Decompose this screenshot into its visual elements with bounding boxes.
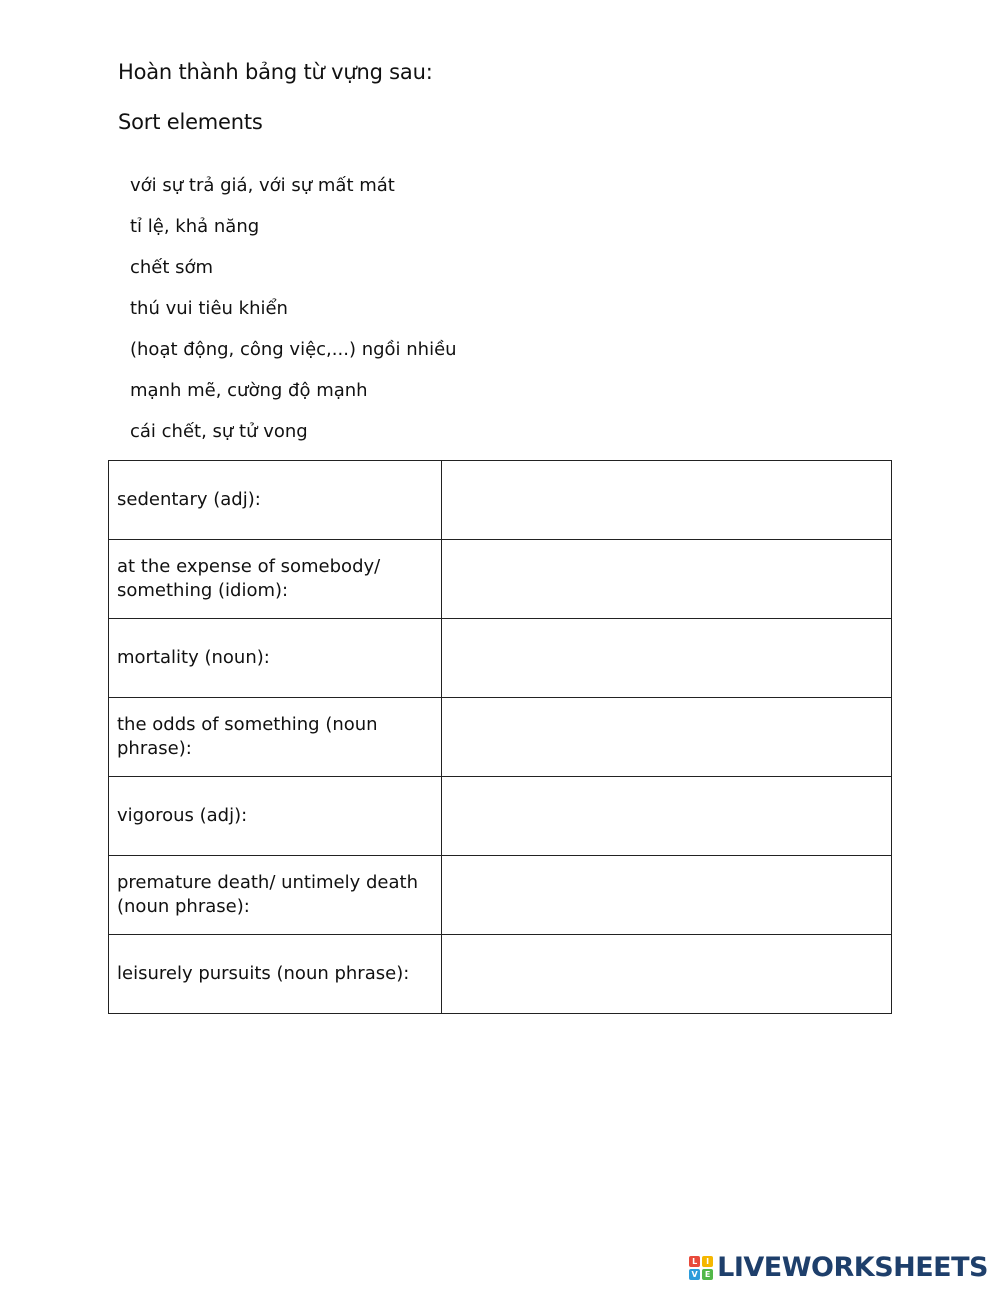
sort-element[interactable]: cái chết, sự tử vong: [130, 421, 308, 442]
vocab-term: sedentary (adj):: [109, 461, 442, 540]
logo-mark-letter: V: [689, 1269, 700, 1280]
logo-text: LIVEWORKSHEETS: [717, 1252, 988, 1283]
vocab-term: vigorous (adj):: [109, 777, 442, 856]
sort-element[interactable]: (hoạt động, công việc,...) ngồi nhiều: [130, 339, 457, 360]
sort-element[interactable]: thú vui tiêu khiển: [130, 298, 288, 319]
vocab-term: premature death/ untimely death (noun phrase):: [109, 856, 442, 935]
answer-drop-zone[interactable]: [442, 698, 892, 777]
vocab-term: leisurely pursuits (noun phrase):: [109, 935, 442, 1014]
vocab-term: the odds of something (noun phrase):: [109, 698, 442, 777]
answer-drop-zone[interactable]: [442, 935, 892, 1014]
sort-elements-list: [130, 174, 457, 461]
logo-mark-letter: E: [702, 1269, 713, 1280]
sort-element[interactable]: mạnh mẽ, cường độ mạnh: [130, 380, 368, 401]
answer-drop-zone[interactable]: [442, 777, 892, 856]
logo-mark-icon: [689, 1256, 713, 1280]
sort-element[interactable]: với sự trả giá, với sự mất mát: [130, 175, 395, 196]
answer-drop-zone[interactable]: [442, 619, 892, 698]
vocab-term: at the expense of somebody/ something (idiom):: [109, 540, 442, 619]
table-row: [109, 619, 892, 698]
page-title: Hoàn thành bảng từ vựng sau:: [118, 60, 433, 84]
logo-mark-letter: L: [689, 1256, 700, 1267]
answer-drop-zone[interactable]: [442, 461, 892, 540]
answer-drop-zone[interactable]: [442, 856, 892, 935]
sort-element[interactable]: chết sớm: [130, 257, 214, 278]
table-row: [109, 698, 892, 777]
table-row: [109, 935, 892, 1014]
table-row: [109, 777, 892, 856]
table-row: [109, 540, 892, 619]
section-title: Sort elements: [118, 110, 263, 134]
sort-element[interactable]: tỉ lệ, khả năng: [130, 216, 260, 237]
vocab-term: mortality (noun):: [109, 619, 442, 698]
answer-drop-zone[interactable]: [442, 540, 892, 619]
table-row: [109, 461, 892, 540]
liveworksheets-logo: [689, 1252, 988, 1283]
table-row: [109, 856, 892, 935]
vocabulary-table: [108, 460, 892, 1014]
logo-mark-letter: I: [702, 1256, 713, 1267]
